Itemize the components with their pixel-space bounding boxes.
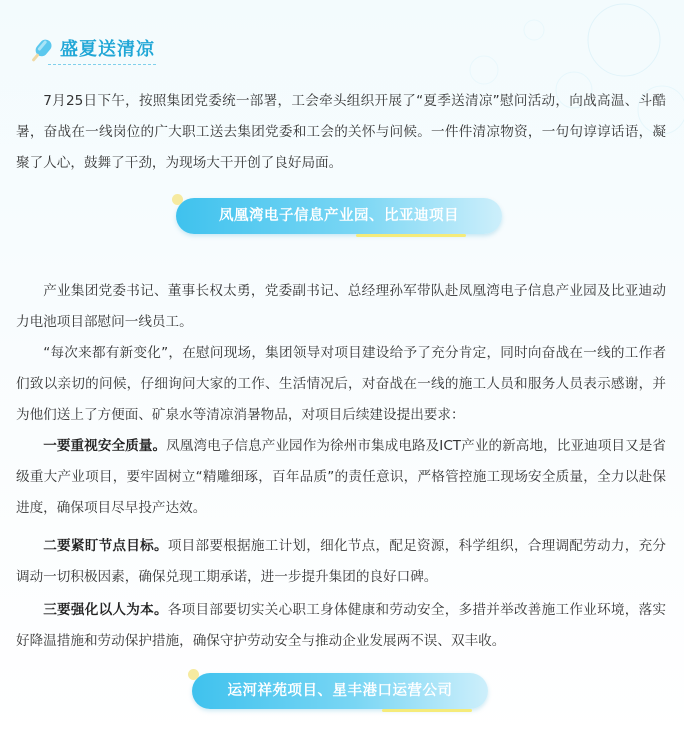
banner-title: 凤凰湾电子信息产业园、比亚迪项目 xyxy=(219,207,459,224)
banner-pill xyxy=(192,673,488,709)
banner-pill xyxy=(176,198,502,234)
requirement-body: 项目部要根据施工计划，细化节点，配足资源，科学组织，合理调配劳动力，充分调动一切积极因素，确保兑现工期承诺，进一步提升集团的良好口碑。 xyxy=(16,538,667,585)
banner-highlight xyxy=(356,234,466,237)
requirement-lead: 二要紧盯节点目标。 xyxy=(43,538,168,554)
requirement-lead: 一要重视安全质量。 xyxy=(43,438,167,454)
paragraph-leaders-visit: 产业集团党委书记、董事长权太勇，党委副书记、总经理孙军带队赴凤凰湾电子信息产业园及比亚迪动力电池项目部慰问一线员工。 xyxy=(16,283,666,330)
banner-yunhe xyxy=(192,673,488,709)
intro-paragraph: 7月25日下午，按照集团党委统一部署，工会牵头组织开展了“夏季送清凉”慰问活动，向战高温、斗酷暑，奋战在一线岗位的广大职工送去集团党委和工会的关怀与问候。一件件清凉物资，一句句谆谆话语，凝聚了人心，鼓舞了干劲，为现场大干开创了良好局面。 xyxy=(16,93,666,171)
requirement-lead: 三要强化以人为本。 xyxy=(43,602,168,618)
section-header xyxy=(18,26,158,70)
requirement-safety-quality xyxy=(16,431,666,524)
banner-fenghuangwan xyxy=(176,198,502,234)
requirement-milestones xyxy=(16,531,666,593)
paragraph-new-changes: “每次来都有新变化”，在慰问现场，集团领导对项目建设给予了充分肯定，同时向奋战在一线的工作者们致以亲切的问候，仔细询问大家的工作、生活情况后，对奋战在一线的施工人员和服务人员表示感谢，并为他们送上了方便面、矿泉水等清凉消暑物品，对项目后续建设提出要求： xyxy=(16,345,666,423)
banner-title: 运河祥苑项目、星丰港口运营公司 xyxy=(227,682,453,699)
section-title: 盛夏送清凉 xyxy=(60,39,155,60)
requirement-body: 凤凰湾电子信息产业园作为徐州市集成电路及ICT产业的新高地，比亚迪项目又是省级重大产业项目，要牢固树立“精雕细琢，百年品质”的责任意识，严格管控施工现场安全质量，全力以赴保进度，确保项目尽早投产达效。 xyxy=(16,438,666,516)
title-underline xyxy=(48,64,156,65)
requirement-people-first xyxy=(16,595,666,657)
banner-highlight xyxy=(382,709,472,712)
requirement-body: 各项目部要切实关心职工身体健康和劳动安全，多措并举改善施工作业环境，落实好降温措施和劳动保护措施，确保守护劳动安全与推动企业发展两不误、双丰收。 xyxy=(16,602,667,649)
popsicle-icon xyxy=(26,36,56,66)
